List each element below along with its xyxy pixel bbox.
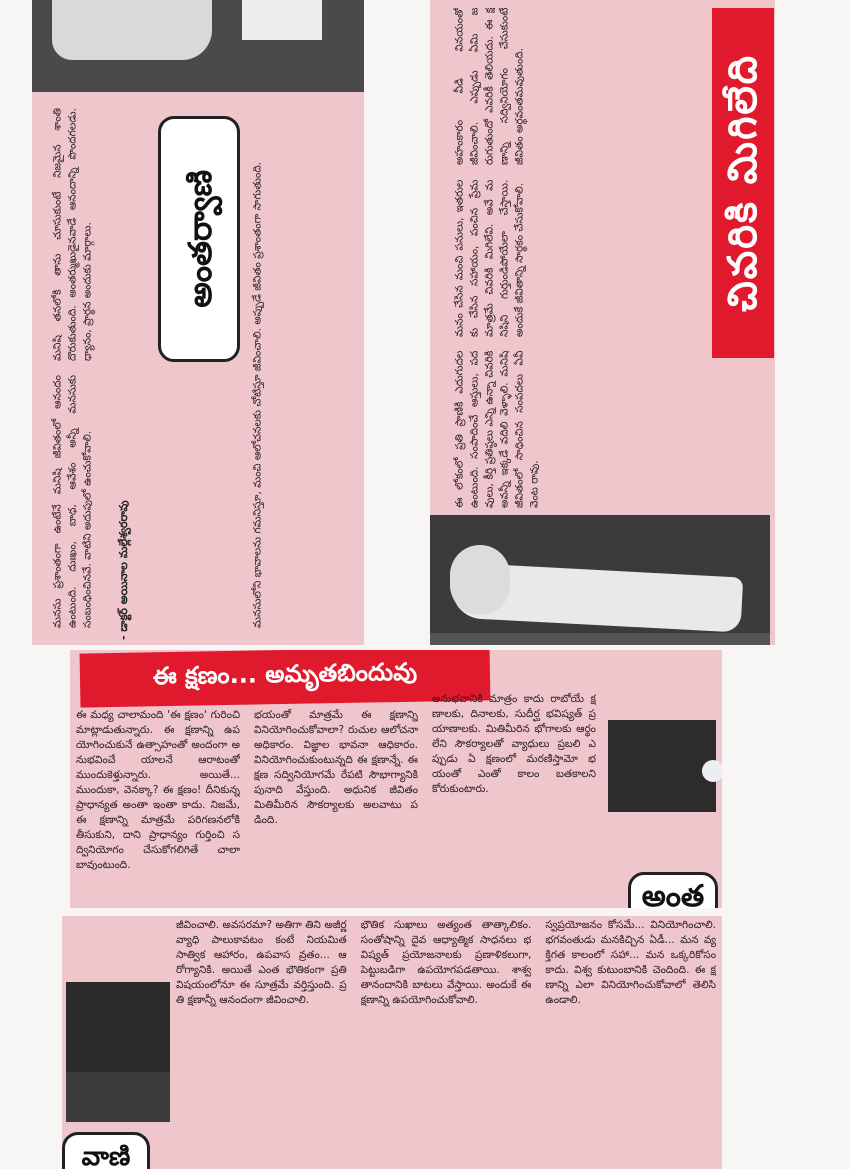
article-continued [62, 916, 722, 1169]
article-body [240, 108, 356, 628]
antarvani-logo: అంతర్వాణి [158, 116, 240, 362]
article-body [40, 108, 162, 628]
article-body [442, 8, 712, 508]
paragraph: మనసు ప్రశాంతంగా ఉంటేనే మనిషి జీవితంలో ఆనందం ఉంటుంది. దుఃఖం, బాధ, ఆవేశం అన్నీ మనసుకు సంబంధించినవే. వాటిని అదుపులో ఉంచుకోవాలి. [51, 375, 94, 628]
article-photo [32, 0, 364, 92]
paragraph: ఈ మధ్య చాలామంది 'ఈ క్షణం' గురించి మాట్లాడుతున్నారు. ఈ క్షణాన్ని ఉపయోగించుకునే ఉత్సాహంతో అందంగా అనుభవించే యాలనే ఆరాటంతో ముందుకెళ్తున్నారు. అయితే... ముందుకా, వెనక్కా? ఈ క్షణం! దీనికున్న ప్రాధాన్యత అంతా ఇంతా కాదు. నిజమే, ఈ క్షణాన్ని మాత్రమే పరిగణనలోకి తీసుకుని, దాని ప్రాధాన్యం గుర్తించి సద్వినియోగం చేసుకోగలిగితే చాలా బావుంటుంది. [76, 709, 240, 871]
article-body [176, 916, 716, 1166]
paragraph: అనుభవానికి మాత్రం కాదు రాబోయే క్షణాలకు, దినాలకు, సుదీర్ఘ భవిష్యత్ ప్రయాణాలకు. మితిమీరిన భోగాలకు ఆర్థం లేని సౌకర్యాలతో వ్యాధులు ప్రబలి ఎప్పుడు ఏ క్షణంలో మరణిస్తామో భయంతో ఎంతో కాలం బతకాలని కోరుకుంటారు. [432, 693, 596, 795]
paragraph: మనం చేసిన మంచి పనులు, ఇతరులకు చేసిన సహాయం, పంచిన ప్రేమ మాత్రమే చివరికి మిగిలేవి. అవే మనిషిని గుర్తుండిపోయేలా చేస్తాయి. అందుకే జీవితాన్ని సార్థకం చేసుకోవాలి. [453, 179, 526, 337]
article-body [76, 692, 596, 904]
paragraph: అహంకారం వీడి వినయంతో జీవించాలి. ఎప్పుడు ఏమి జరుగుతుందో ఎవరికీ తెలియదు. ఈ క్షణాన్ని సద్వినియోగం చేసుకుంటే జీవితం అర్థవంతమవుతుంది. [453, 8, 526, 166]
article-ee-kshanam [70, 650, 722, 908]
paragraph: మనసులోని భావాలను గమనిస్తూ, మంచి ఆలోచనలకు చోటిస్తూ జీవించాలి. అప్పుడే జీవితం ప్రశాంతంగా సాగుతుంది. [251, 161, 264, 628]
antarvani-logo: అంత [628, 872, 718, 908]
article-title: ఈ క్షణం... అమృతబిందువు [80, 650, 491, 708]
article-chivariki-migiledi [430, 0, 775, 645]
paragraph: భయంతో మాత్రమే ఈ క్షణాన్ని వినియోగించుకోవాలా? రుచుల ఆలోచనా అధికారం. విజ్ఞాల భావనా ఆధికారం. వినియోగించుకుంటున్నది ఈ క్షణాన్నే. ఈ క్షణ సద్వినియోగమే రేపటి సౌభాగ్యానికి పునాది వేస్తుంది. అధునిక జీవితం మితిమీరిన సౌకర్యాలకు అలవాటు పడింది. [254, 709, 418, 826]
sea-photo [66, 982, 170, 1122]
paragraph: మనిషి తనలోకి తాను చూసుకుంటే నిజమైన శాంతి దొరుకుతుంది. అంతర్ముఖుడైనవాడే ఆనందాన్ని పొందగలడు. ధ్యానం, ప్రార్థన అందుకు మార్గాలు. [51, 108, 94, 361]
article-title: చివరికి మిగిలేది [712, 8, 774, 358]
paragraph: ఈ లోకంలో ప్రతి ప్రాణికి ఎదుగుదల ఉంటుంది. సంపాదించే ఆస్తులు, పదవులు, కీర్తి ప్రతిష్ఠలు ఎన్ని ఉన్నా చివరికి అవన్నీ ఇక్కడే వదిలి వెళ్ళాలి. మనిషి జీవితంలో సాధించిన సంపదలు ఏవీ వెంట రావు. [453, 350, 541, 508]
byline: - డాక్టర్ అయినాల మల్లేశ్వరరావు [117, 500, 130, 640]
paragraph: జీవించాలి. అవసరమా? అతిగా తిని అజీర్ణ వ్యాధి పాలుకావటం కంటే నియమిత సాత్విక ఆహారం, ఉపవాస వ్రతం... ఆరోగ్యానికి. అయితే ఎంత భౌతికంగా ప్రతి విషయంలోనూ ఈ సూత్రమే వర్తిస్తుంది. ప్రతి క్షణాన్నీ ఆనందంగా జీవించాలి. [176, 919, 347, 1006]
antarvani-logo: వాణి [62, 1132, 150, 1169]
paragraph: భౌతిక సుఖాలు అత్యంత తాత్కాలికం. సంతోషాన్ని దైవ ఆధ్యాత్మిక సాధనలు భవిష్యత్ ప్రయోజనాలకు ప్రణాళికలుగా, పెట్టుబడిగా ఉపయోగపడతాయి. శాశ్వతానందానికి బాటలు వేస్తాయి. అందుకే ఈ క్షణాన్ని ఉపయోగించుకోవాలి. [360, 919, 532, 1006]
sea-photo [608, 720, 716, 812]
paragraph: స్వప్రయోజనం కోసమే... వినియోగించాలి. భగవంతుడు మనకిచ్చిన ఏడీ... మన వ్యక్తిగత కాలంలో సహా... మన ఒక్కరికోసం కాదు. విశ్వ కుటుంబానికి చెందింది. ఈ క్షణాన్ని ఎలా వినియోగించుకోవాలో తెలిసి ఉండాలి. [545, 919, 717, 1006]
article-antarvani [32, 0, 364, 645]
article-photo [430, 515, 770, 645]
